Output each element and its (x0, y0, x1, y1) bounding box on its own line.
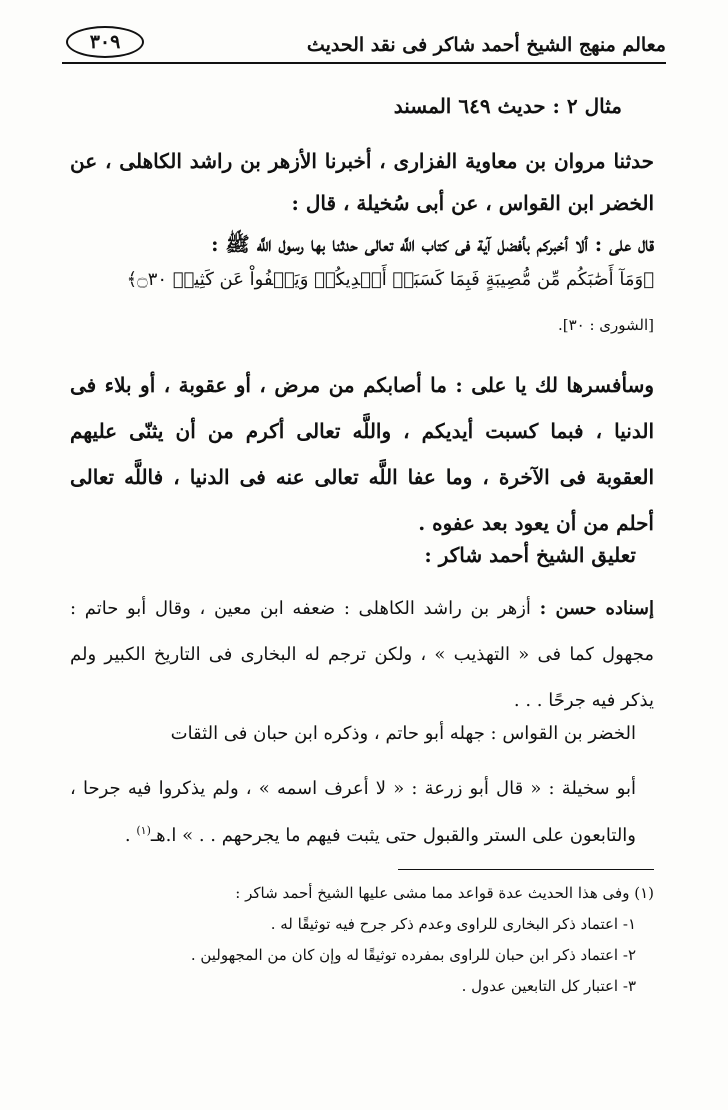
isnad-label: إسناده حسن : (539, 598, 654, 619)
footnote-intro: (١) وفى هذا الحديث عدة قواعد مما مشى عليها الشيخ أحمد شاكر : (235, 884, 654, 902)
footnote-ref[interactable]: (١) (136, 824, 151, 837)
page-number: ٣٠٩ (66, 26, 144, 58)
isnad-text: أزهر بن راشد الكاهلى : ضعفه ابن معين ، وقال أبو حاتم : مجهول كما فى « التهذيب » ، ولكن ترجم له البخارى فى التاريخ الكبير ولم يذكر فيه جرحًا . . . (70, 598, 654, 711)
hadith-isnad: حدثنا مروان بن معاوية الفزارى ، أخبرنا الأزهر بن راشد الكاهلى ، عن الخضر ابن القواس ، عن أبى سُخيلة ، قال : (70, 149, 654, 215)
verse-source: [الشورى : ٣٠]. (557, 316, 654, 334)
footnote-item: ١- اعتماد ذكر البخارى للراوى وعدم ذكر جرح فيه توثيقًا له . (270, 915, 636, 933)
footnote-item: ٣- اعتبار كل التابعين عدول . (461, 977, 636, 995)
hadith-matn-text: قال على : ألا أخبركم بأفضل آية فى كتاب اللَّه تعالى حدثنا بها رسول اللَّه ﷺ : (211, 232, 654, 256)
narrator-abu-sukhayla (70, 768, 636, 857)
running-header (62, 22, 666, 62)
hadith-tafsir: وسأفسرها لك يا على : ما أصابكم من مرض ، أو عقوبة ، أو بلاء فى الدنيا ، فبما كسبت أيديكم ، واللَّه تعالى أكرم من أن يثنّى عليهم العقوبة فى الآخرة ، وما عفا اللَّه تعالى عنه فى الدنيا ، فاللَّه تعالى أحلم من أن يعود بعد عفوه . (70, 373, 654, 535)
footnotes (70, 878, 654, 1002)
commentary-heading: تعليق الشيخ أحمد شاكر : (424, 543, 636, 567)
isnad-assessment (70, 586, 654, 724)
end-mark: . (124, 825, 131, 846)
narrator-khadr: الخضر بن القواس : جهله أبو حاتم ، وذكره ابن حبان فى الثقات (170, 723, 636, 744)
abu-sukhayla-text: أبو سخيلة : « قال أبو زرعة : « لا أعرف اسمه » ، ولم يذكروا فيه جرحا ، والتابعون على الستر والقبول حتى يثبت فيهم ما يجرحهم . . » ا.هـ (70, 778, 636, 846)
footnote-item: ٢- اعتماد ذكر ابن حبان للراوى بمفرده توثيقًا له وإن كان من المجهولين . (190, 946, 636, 964)
footnote-divider (398, 869, 654, 870)
header-divider (62, 62, 666, 64)
hadith-matn (70, 226, 654, 298)
quran-verse: ﴿وَمَآ أَصَٰبَكُم مِّن مُّصِيبَةٍ فَبِمَا كَسَبَتۡ أَيۡدِيكُمۡ وَيَعۡفُواْ عَن كَثِيرٖ ۝٣٠﴾ (126, 269, 654, 290)
book-title: معالم منهج الشيخ أحمد شاكر فى نقد الحديث (306, 34, 666, 56)
example-title: مثال ٢ : حديث ٦٤٩ المسند (393, 94, 622, 118)
